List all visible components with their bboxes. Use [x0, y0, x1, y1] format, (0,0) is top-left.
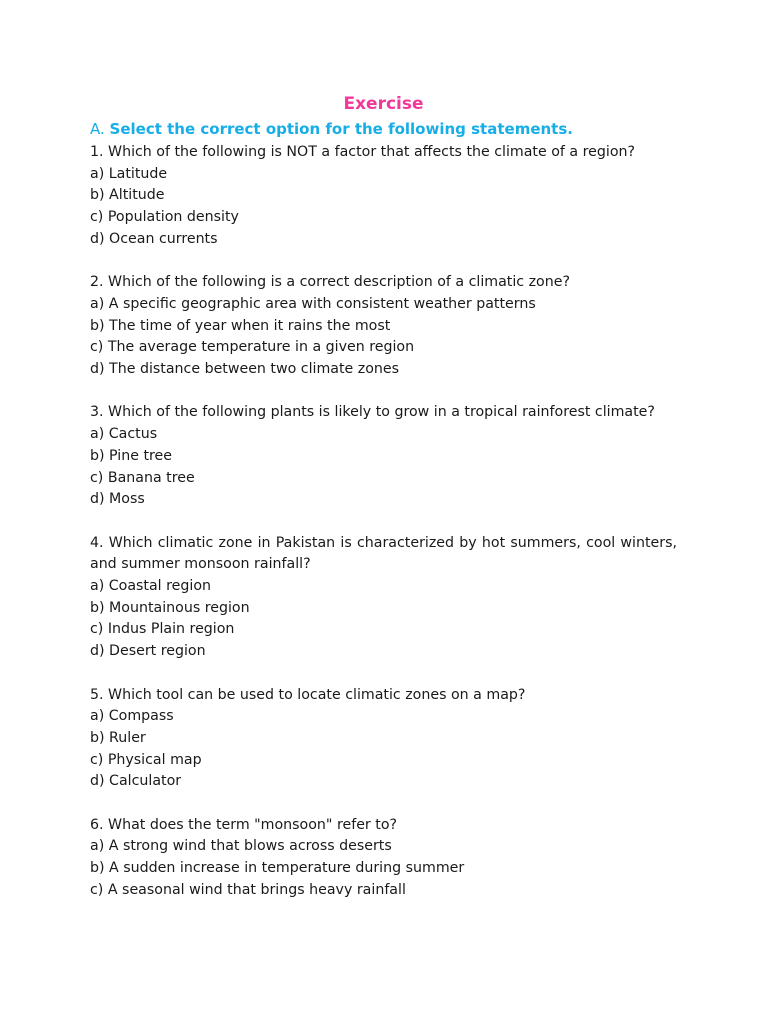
- option-a: a) Compass: [90, 708, 174, 725]
- question-text: 5. Which tool can be used to locate climatic zones on a map?: [90, 686, 526, 703]
- option-b: b) Ruler: [90, 729, 146, 746]
- question-3: [90, 402, 677, 511]
- option-c: c) A seasonal wind that brings heavy rainfall: [90, 881, 406, 898]
- question-text: 6. What does the term "monsoon" refer to?: [90, 816, 398, 833]
- option-c: c) Population density: [90, 209, 239, 226]
- option-d: d) The distance between two climate zones: [90, 361, 400, 378]
- option-c: c) Banana tree: [90, 469, 195, 486]
- option-c: c) The average temperature in a given region: [90, 339, 415, 356]
- question-text: 2. Which of the following is a correct description of a climatic zone?: [90, 274, 570, 291]
- question-text: 1. Which of the following is NOT a factor that affects the climate of a region?: [90, 144, 636, 160]
- option-a: a) A specific geographic area with consistent weather patterns: [90, 295, 536, 312]
- option-a: a) A strong wind that blows across deserts: [90, 838, 392, 855]
- option-c: c) Indus Plain region: [90, 621, 235, 638]
- option-d: d) Ocean currents: [90, 230, 218, 247]
- option-d: d) Desert region: [90, 643, 206, 660]
- option-b: b) Altitude: [90, 187, 165, 204]
- question-2: [90, 272, 677, 381]
- option-d: d) Moss: [90, 491, 145, 508]
- option-b: b) Mountainous region: [90, 599, 250, 616]
- page-title: Exercise: [343, 94, 424, 114]
- option-c: c) Physical map: [90, 751, 202, 768]
- option-a: a) Latitude: [90, 165, 168, 182]
- section-instruction: [90, 116, 677, 142]
- option-a: a) Coastal region: [90, 578, 211, 595]
- question-4: [90, 533, 677, 663]
- section-letter: A.: [90, 120, 105, 138]
- question-1: [90, 142, 677, 251]
- section-instruction-text: Select the correct option for the following statements.: [109, 120, 573, 138]
- question-5: [90, 685, 677, 794]
- question-6: [90, 815, 677, 902]
- question-text: 4. Which climatic zone in Pakistan is characterized by hot summers, cool winters, and summer monsoon rainfall?: [90, 534, 677, 573]
- option-b: b) A sudden increase in temperature during summer: [90, 860, 465, 877]
- question-text: 3. Which of the following plants is likely to grow in a tropical rainforest climate?: [90, 404, 655, 421]
- option-b: b) Pine tree: [90, 447, 173, 464]
- option-b: b) The time of year when it rains the most: [90, 317, 391, 334]
- option-a: a) Cactus: [90, 426, 158, 443]
- option-d: d) Calculator: [90, 773, 182, 790]
- worksheet-page: [90, 92, 677, 923]
